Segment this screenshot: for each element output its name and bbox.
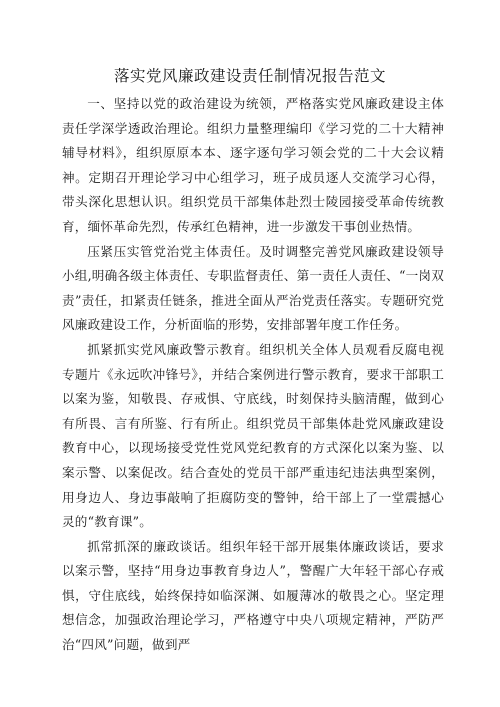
document-body	[62, 92, 444, 658]
paragraph: 抓常抓深的廉政谈话。组织年轻干部开展集体廉政谈话，要求以案示警，坚持“用身边事教育身边人”，警醒广大年轻干部心存戒惧，守住底线，始终保持如临深渊、如履薄冰的敬畏之心。坚定理想信念，加强政治理论学习，严格遵守中央八项规定精神，严防严治“四风”问题，做到严	[62, 538, 444, 653]
paragraph: 压紧压实管党治党主体责任。及时调整完善党风廉政建设领导小组,明确各级主体责任、专职监督责任、第一责任人责任、“一岗双责”责任，扣紧责任链条，推进全面从严治党责任落实。专题研究党风廉政建设工作，分析面临的形势，安排部署年度工作任务。	[62, 243, 444, 333]
paragraph: 抓紧抓实党风廉政警示教育。组织机关全体人员观看反腐电视专题片《永远吹冲锋号》，并结合案例进行警示教育，要求干部职工以案为鉴，知敬畏、存戒惧、守底线，时刻保持头脑清醒，做到心有所畏、言有所鉴、行有所止。组织党员干部集体赴党风廉政建设教育中心，以现场接受党性党风党纪教育的方式深化以案为鉴、以案示警、以案促改。结合查处的党员干部严重违纪违法典型案例，用身边人、身边事敲响了拒腐防变的警钟，给干部上了一堂震撼心灵的“教育课”。	[62, 341, 444, 530]
document-title: 落实党风廉政建设责任制情况报告范文	[113, 67, 386, 85]
paragraph: 一、坚持以党的政治建设为统领，严格落实党风廉政建设主体责任学深学透政治理论。组织力量整理编印《学习党的二十大精神辅导材料》，组织原原本本、逐字逐句学习领会党的二十大会议精神。定期召开理论学习中心组学习，班子成员逐人交流学习心得，带头深化思想认识。组织党员干部集体赴烈士陵园接受革命传统教育，缅怀革命先烈，传承红色精神，进一步激发干事创业热情。	[62, 96, 444, 234]
